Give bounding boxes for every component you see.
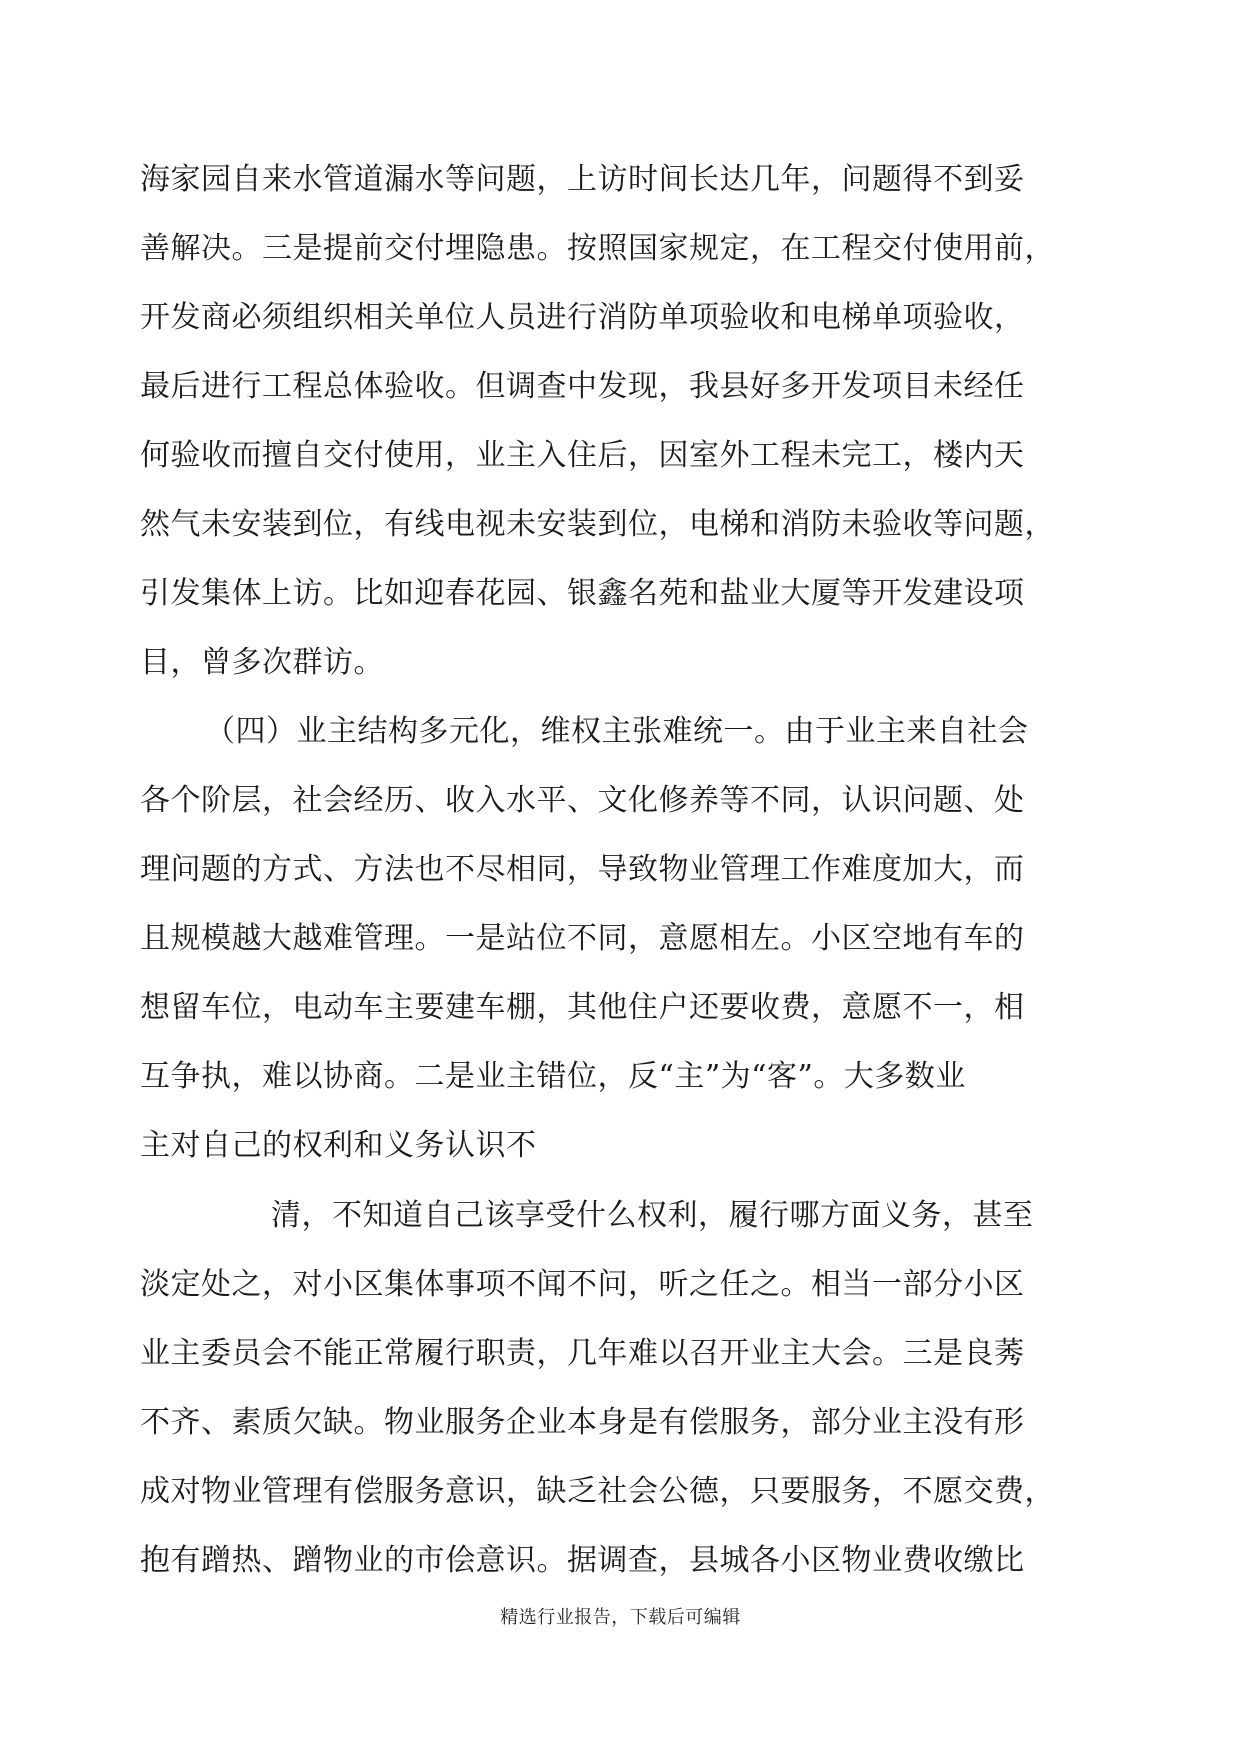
text-line: 引发集体上访。比如迎春花园、银鑫名苑和盐业大厦等开发建设项 [140, 576, 1025, 611]
text-line: 成对物业管理有偿服务意识，缺乏社会公德，只要服务，不愿交费， [140, 1474, 1055, 1509]
text-line: 淡定处之，对小区集体事项不闻不问，听之任之。相当一部分小区 [140, 1267, 1025, 1302]
text-line: 抱有蹭热、蹭物业的市侩意识。据调查，县城各小区物业费收缴比 [140, 1543, 1025, 1578]
text-line: 业主委员会不能正常履行职责，几年难以召开业主大会。三是良莠 [140, 1336, 1025, 1371]
text-line: 各个阶层，社会经历、收入水平、文化修养等不同，认识问题、处 [140, 783, 1025, 818]
text-line: 清，不知道自己该享受什么权利，履行哪方面义务，甚至 [271, 1198, 1034, 1233]
text-line: 然气未安装到位，有线电视未安装到位，电梯和消防未验收等问题， [140, 507, 1055, 542]
text-line: 互争执，难以协商。二是业主错位，反“主”为“客”。大多数业 [140, 1059, 966, 1094]
text-line: 且规模越大越难管理。一是站位不同，意愿相左。小区空地有车的 [140, 921, 1025, 956]
section-heading-line: （四）业主结构多元化，维权主张难统一。由于业主来自社会 [205, 714, 1029, 749]
text-line: 开发商必须组织相关单位人员进行消防单项验收和电梯单项验收， [140, 300, 1025, 335]
text-line: 最后进行工程总体验收。但调查中发现，我县好多开发项目未经任 [140, 369, 1025, 404]
text-line: 目，曾多次群访。 [140, 645, 384, 680]
text-line: 想留车位，电动车主要建车棚，其他住户还要收费，意愿不一，相 [140, 990, 1025, 1025]
text-line: 理问题的方式、方法也不尽相同，导致物业管理工作难度加大，而 [140, 852, 1025, 887]
text-line: 不齐、素质欠缺。物业服务企业本身是有偿服务，部分业主没有形 [140, 1405, 1025, 1440]
text-line: 主对自己的权利和义务认识不 [140, 1128, 537, 1163]
text-line: 海家园自来水管道漏水等问题，上访时间长达几年，问题得不到妥 [140, 162, 1025, 197]
text-line: 何验收而擅自交付使用，业主入住后，因室外工程未完工，楼内天 [140, 438, 1025, 473]
text-line: 善解决。三是提前交付埋隐患。按照国家规定，在工程交付使用前， [140, 231, 1055, 266]
page-footer: 精选行业报告，下载后可编辑 [500, 1607, 741, 1628]
